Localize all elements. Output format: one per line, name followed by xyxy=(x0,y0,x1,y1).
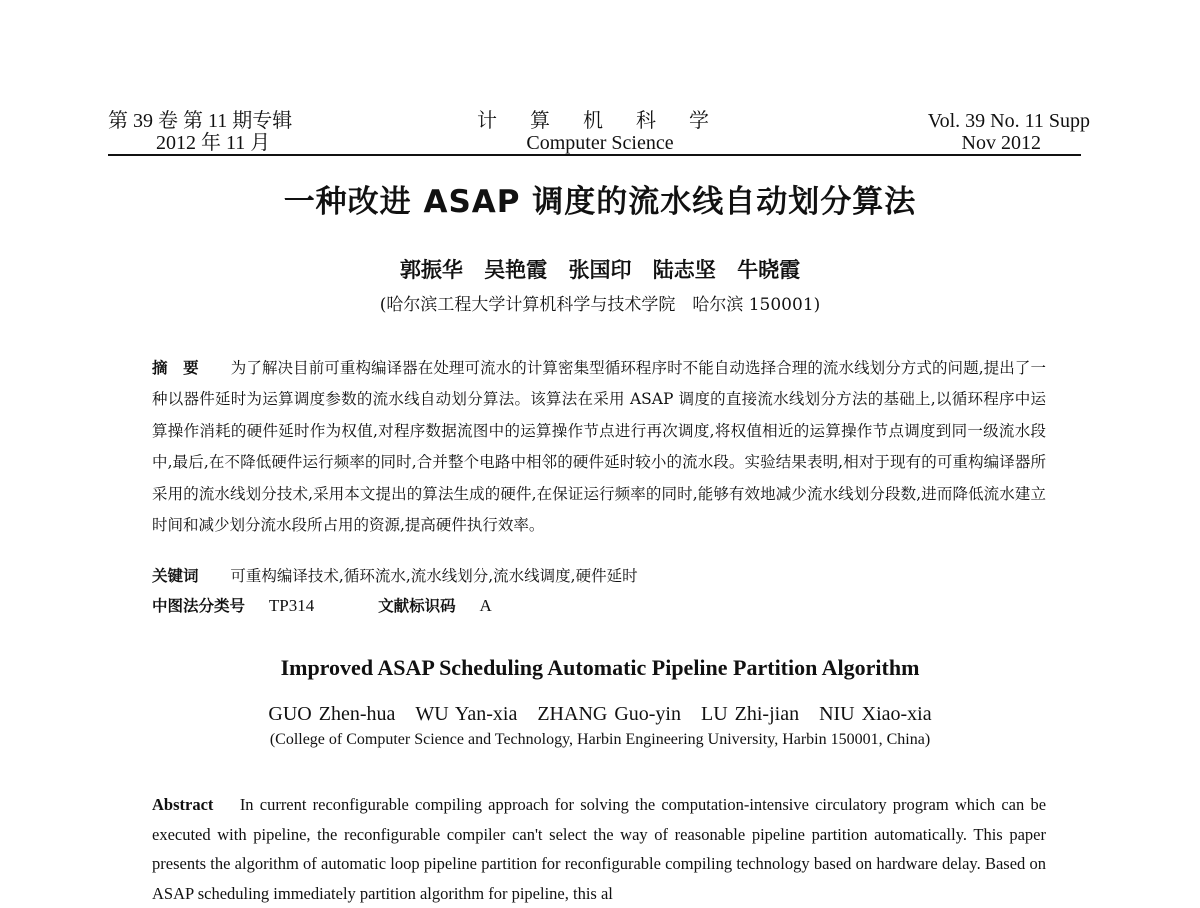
paper-title-cn: 一种改进 ASAP 调度的流水线自动划分算法 xyxy=(283,184,917,220)
volume-issue-en: Vol. 39 No. 11 Supp xyxy=(927,110,1090,132)
doc-code-label: 文献标识码 xyxy=(378,597,456,615)
clc-value: TP314 xyxy=(268,596,315,615)
abstract-label-en: Abstract xyxy=(152,795,214,814)
keywords-cn xyxy=(152,564,638,586)
abstract-label-cn: 摘 要 xyxy=(152,359,199,377)
journal-name-en: Computer Science xyxy=(526,132,674,154)
authors-en: GUO Zhen-hua WU Yan-xia ZHANG Guo-yin LU Zhi-jian NIU Xiao-xia xyxy=(268,703,932,725)
keywords-label-cn: 关键词 xyxy=(152,567,199,585)
header-rule xyxy=(108,154,1081,156)
paper-title-en: Improved ASAP Scheduling Automatic Pipeline Partition Algorithm xyxy=(280,655,920,680)
abstract-text-en: In current reconfigurable compiling approach for solving the computation-intensive circulatory program which can be executed with pipeline, the reconfigurable compiler can't select the way of reasonable pipeline partition automatically. This paper presents the algorithm of automatic loop pipeline partition for reconfigurable compiling technology based on hardware delay. Based on ASAP scheduling immediately partition algorithm for pipeline, this al xyxy=(152,795,1047,903)
affiliation-cn: (哈尔滨工程大学计算机科学与技术学院 哈尔滨 150001) xyxy=(379,295,821,315)
keywords-text-cn: 可重构编译技术,循环流水,流水线划分,流水线调度,硬件延时 xyxy=(230,567,638,585)
journal-issue-right xyxy=(860,110,1090,154)
abstract-text-cn: 为了解决目前可重构编译器在处理可流水的计算密集型循环程序时不能自动选择合理的流水线划分方式的问题,提出了一种以器件延时为运算调度参数的流水线自动划分算法。该算法在采用 ASAP 调度的直接流水线划分方法的基础上,以循环程序中运算操作消耗的硬件延时作为权值,对程序数据流图中的运算操作节点进行再次调度,将权值相近的运算操作节点调度到同一级流水段中,最后,在不降低硬件运行频率的同时,合并整个电路中相邻的硬件延时较小的流水段。实验结果表明,相对于现有的可重构编译器所采用的流水线划分技术,采用本文提出的算法生成的硬件,在保证运行频率的同时,能够有效地减少流水线划分段数,进而降低流水建立时间和减少划分流水段所占用的资源,提高硬件执行效率。 xyxy=(152,359,1046,535)
abstract-cn xyxy=(152,353,1046,541)
issue-date-en: Nov 2012 xyxy=(961,132,1041,154)
clc-label: 中图法分类号 xyxy=(152,597,246,615)
authors-cn: 郭振华 吴艳霞 张国印 陆志坚 牛晓霞 xyxy=(399,258,801,282)
abstract-en xyxy=(152,790,1046,908)
classification-cn xyxy=(152,594,492,616)
affiliation-en: (College of Computer Science and Technology, Harbin Engineering University, Harbin 150001, China) xyxy=(269,731,931,748)
volume-issue: 第 39 卷 第 11 期专辑 xyxy=(108,110,293,132)
journal-issue-left xyxy=(108,110,368,154)
doc-code-value: A xyxy=(479,596,492,615)
journal-name-cn: 计 算 机 科 学 xyxy=(477,110,723,132)
journal-name-center xyxy=(450,110,750,154)
issue-date: 2012 年 11 月 xyxy=(156,132,271,154)
